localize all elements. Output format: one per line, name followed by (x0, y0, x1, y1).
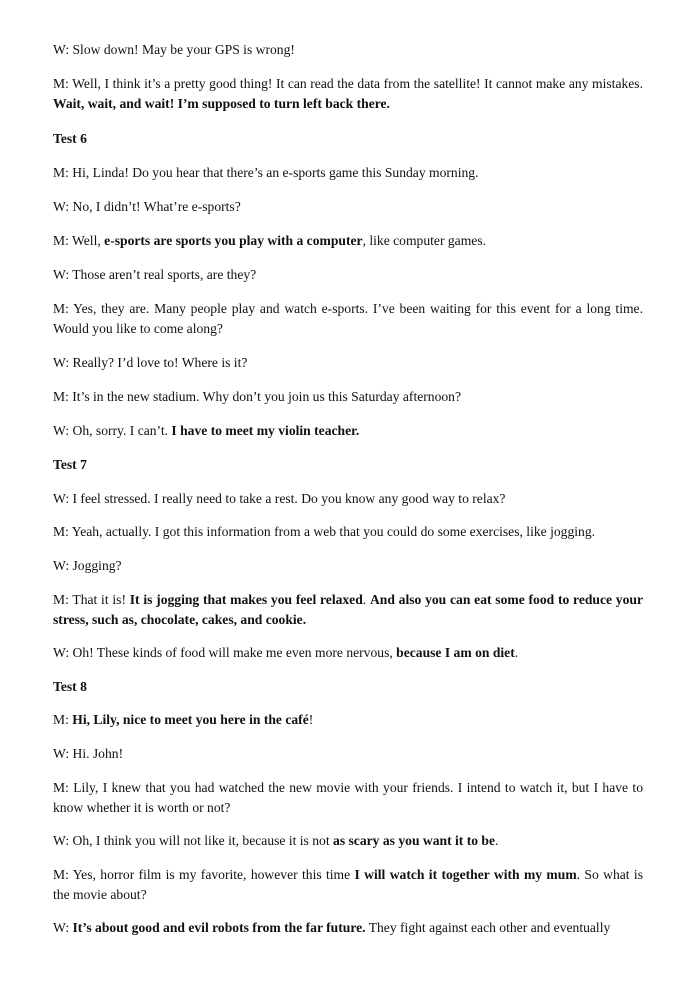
dialogue-line: W: Really? I’d love to! Where is it? (53, 355, 248, 370)
dialogue-text: . (362, 592, 370, 607)
dialogue-line (53, 918, 643, 938)
dialogue-line: M: It’s in the new stadium. Why don’t you join us this Saturday afternoon? (53, 389, 462, 404)
dialogue-text: W: Oh, I think you will not like it, because it is not (53, 833, 334, 848)
dialogue-text: W: (53, 920, 73, 935)
dialogue-text: W: Oh! These kinds of food will make me even more nervous, (53, 645, 397, 660)
dialogue-text: . (514, 645, 519, 660)
dialogue-line (53, 643, 643, 663)
dialogue-text: . So what is the movie about? (53, 867, 643, 903)
dialogue-text: M: Yes, horror film is my favorite, however this time (53, 867, 355, 882)
dialogue-text: , like computer games. (362, 233, 487, 248)
dialogue-line: M: Hi, Linda! Do you hear that there’s an e-sports game this Sunday morning. (53, 165, 479, 180)
test-heading: Test 6 (53, 131, 87, 146)
dialogue-line: W: I feel stressed. I really need to take a rest. Do you know any good way to relax? (53, 491, 506, 506)
highlighted-answer: because I am on diet (396, 645, 515, 660)
dialogue-line: W: Hi. John! (53, 746, 124, 761)
dialogue-text: M: That it is! (53, 592, 130, 607)
dialogue-text: ! (308, 712, 314, 727)
highlighted-answer: I will watch it together with my mum (354, 867, 577, 882)
highlighted-answer: as scary as you want it to be (333, 833, 496, 848)
highlighted-answer: It is jogging that makes you feel relaxed (129, 592, 363, 607)
dialogue-line (53, 831, 643, 851)
dialogue-line (53, 865, 643, 906)
dialogue-text: M: (53, 712, 73, 727)
dialogue-line (53, 421, 643, 441)
dialogue-line (53, 74, 643, 115)
dialogue-line: W: Those aren’t real sports, are they? (53, 267, 257, 282)
highlighted-answer: e-sports are sports you play with a computer (104, 233, 363, 248)
dialogue-text: W: Oh, sorry. I can’t. (53, 423, 172, 438)
dialogue-line (53, 231, 643, 251)
dialogue-text: M: Well, I think it’s a pretty good thing! It can read the data from the satellite! It cannot make any mistakes. (53, 76, 643, 91)
test-heading: Test 7 (53, 457, 87, 472)
dialogue-line: W: Slow down! May be your GPS is wrong! (53, 42, 295, 57)
dialogue-text: . (495, 833, 499, 848)
dialogue-text: M: Well, (53, 233, 105, 248)
highlighted-answer: Hi, Lily, nice to meet you here in the café (72, 712, 309, 727)
dialogue-line (53, 710, 643, 730)
dialogue-text: They fight against each other and eventually (365, 920, 611, 935)
highlighted-answer: I have to meet my violin teacher. (171, 423, 360, 438)
dialogue-line: M: Lily, I knew that you had watched the new movie with your friends. I intend to watch it, but I have to know whether it is worth or not? (53, 780, 643, 816)
test-heading: Test 8 (53, 679, 87, 694)
dialogue-line (53, 590, 643, 631)
highlighted-answer: And also you can eat some food to reduce your stress, such as, chocolate, cakes, and cookie. (53, 592, 643, 628)
dialogue-line: M: Yeah, actually. I got this information from a web that you could do some exercises, like jogging. (53, 524, 596, 539)
dialogue-line: M: Yes, they are. Many people play and watch e-sports. I’ve been waiting for this event for a long time. Would you like to come along? (53, 301, 643, 337)
dialogue-line: W: Jogging? (53, 558, 122, 573)
dialogue-line: W: No, I didn’t! What’re e-sports? (53, 199, 241, 214)
highlighted-answer: Wait, wait, and wait! I’m supposed to turn left back there. (53, 96, 390, 112)
highlighted-answer: It’s about good and evil robots from the far future. (72, 920, 366, 935)
